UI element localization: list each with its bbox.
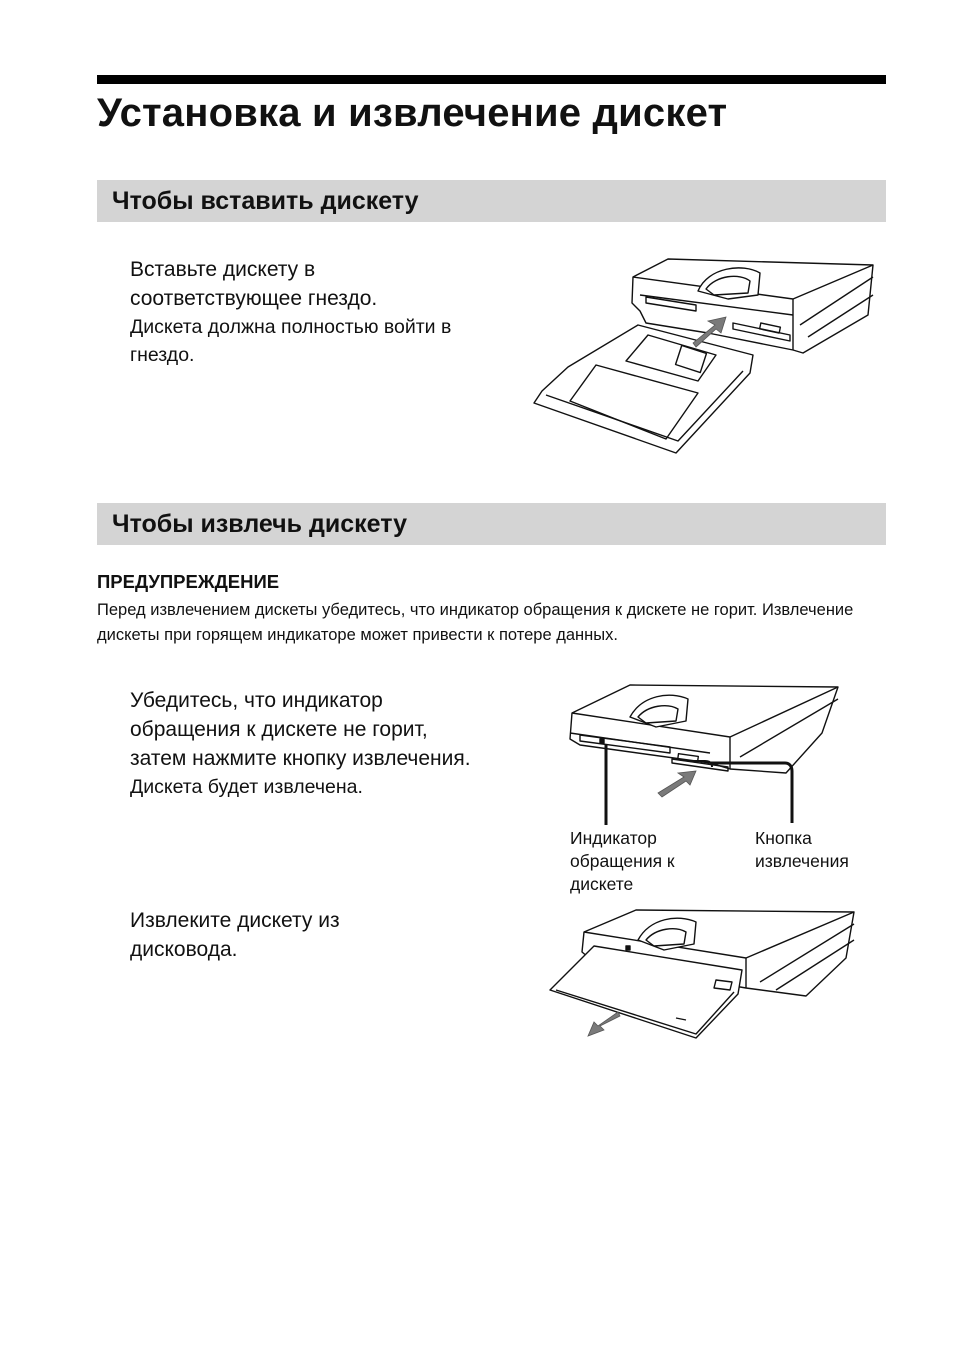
warning-text: Перед извлечением дискеты убедитесь, что индикатор обращения к дискете не горит. Извлечение дискеты при горящем индикаторе может привести к потере данных. bbox=[97, 601, 854, 644]
eject-step-1-text: Убедитесь, что индикатор обращения к дискете не горит, затем нажмите кнопку извлечения. bbox=[130, 689, 471, 770]
eject-step-2 bbox=[130, 906, 430, 964]
insert-section-header bbox=[97, 180, 886, 222]
indicator-label: Индикатор обращения к дискете bbox=[570, 828, 675, 894]
floppy-eject-button-icon bbox=[560, 683, 850, 828]
title-rule bbox=[97, 75, 886, 84]
eject-step-1 bbox=[130, 686, 475, 801]
page-title: Установка и извлечение дискет bbox=[97, 91, 728, 135]
eject-step-2-text: Извлеките дискету из дисковода. bbox=[130, 909, 340, 961]
eject-section-heading: Чтобы извлечь дискету bbox=[112, 510, 407, 538]
eject-step-1-note: Дискета будет извлечена. bbox=[130, 776, 363, 798]
insert-step-text: Вставьте дискету в соответствующее гнездо. bbox=[130, 258, 378, 310]
insert-step bbox=[130, 255, 460, 369]
insert-section-heading: Чтобы вставить дискету bbox=[112, 187, 419, 215]
floppy-remove-icon bbox=[546, 906, 858, 1042]
eject-button-label: Кнопка извлечения bbox=[755, 828, 849, 871]
warning-title: ПРЕДУПРЕЖДЕНИЕ bbox=[97, 571, 280, 592]
eject-section-header bbox=[97, 503, 886, 545]
floppy-insert-icon bbox=[528, 255, 880, 455]
insert-step-note: Дискета должна полностью войти в гнездо. bbox=[130, 316, 452, 366]
